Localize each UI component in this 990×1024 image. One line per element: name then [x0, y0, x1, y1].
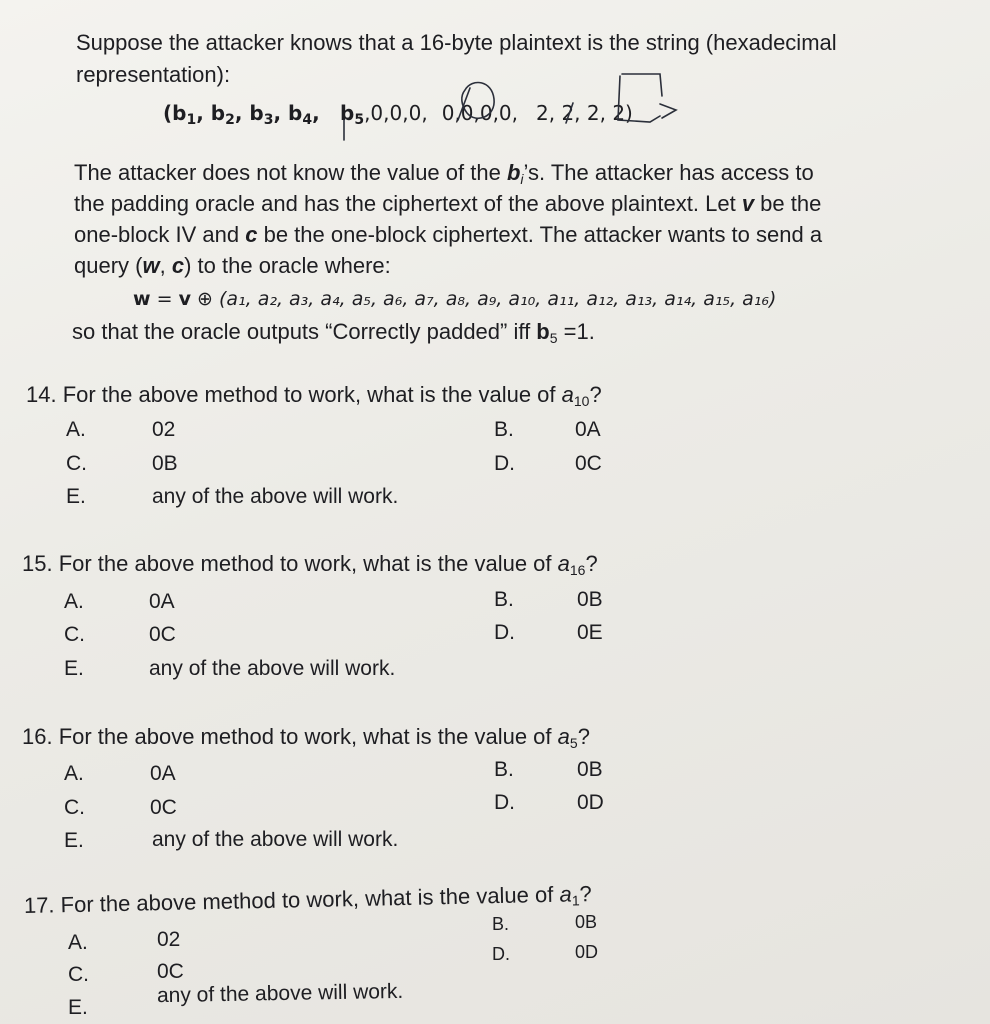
plaintext-b-part: ($b_1$, $b_2$, $b_3$, $b_4$,: [163, 101, 320, 128]
option-a-value[interactable]: 0A: [149, 590, 175, 613]
option-b-value[interactable]: 0B: [575, 912, 598, 932]
description-line-4: query (w, c) to the oracle where:: [74, 253, 391, 278]
option-d-letter[interactable]: D.: [494, 791, 515, 814]
plaintext-sequence-rest: $b_5,0,0,0$, 0,0,0,0, 2, 2, 2, 2): [340, 101, 633, 128]
option-e-value[interactable]: any of the above will work.: [152, 828, 399, 851]
pen-arrow-right: [660, 104, 676, 118]
intro-line-2: representation):: [76, 62, 231, 87]
option-c-value[interactable]: 0C: [157, 960, 184, 983]
option-a-letter[interactable]: A.: [66, 418, 86, 441]
intro-line-1: Suppose the attacker knows that a 16-byte plaintext is the string (hexadecimal: [76, 30, 837, 55]
option-e-value[interactable]: any of the above will work.: [156, 979, 404, 1008]
description-line-6: so that the oracle outputs “Correctly padded” iff $b_5 =1$.: [72, 319, 595, 346]
option-d-letter[interactable]: D.: [494, 452, 515, 475]
option-d-letter[interactable]: D.: [494, 621, 515, 644]
option-c-letter[interactable]: C.: [68, 963, 89, 986]
description-line-3: one-block IV and c be the one-block ciphertext. The attacker wants to send a: [74, 222, 823, 247]
option-b-letter[interactable]: B.: [494, 418, 514, 441]
option-d-value[interactable]: 0E: [577, 621, 603, 644]
option-e-letter[interactable]: E.: [64, 657, 84, 680]
option-a-value[interactable]: 0A: [150, 762, 176, 785]
option-e-letter[interactable]: E.: [64, 829, 84, 852]
description-line-1: The attacker does not know the value of the $b_i’s$. The attacker has access to: [74, 160, 814, 187]
option-d-value[interactable]: 0D: [577, 791, 604, 814]
plaintext-sequence: [163, 100, 320, 133]
option-a-value[interactable]: 02: [157, 928, 181, 951]
option-a-letter[interactable]: A.: [68, 931, 88, 954]
option-e-letter[interactable]: E.: [66, 485, 86, 508]
option-c-value[interactable]: 0C: [150, 796, 177, 819]
option-c-value[interactable]: 0B: [152, 452, 178, 475]
option-b-letter[interactable]: B.: [494, 588, 514, 611]
option-a-letter[interactable]: A.: [64, 762, 84, 785]
option-e-value[interactable]: any of the above will work.: [152, 485, 399, 508]
option-b-value[interactable]: 0A: [575, 418, 601, 441]
option-c-letter[interactable]: C.: [64, 796, 85, 819]
question-stem: 15. For the above method to work, what is the value of $a_{16}$?: [22, 551, 598, 578]
option-c-value[interactable]: 0C: [149, 623, 176, 646]
question-stem: 16. For the above method to work, what is the value of $a_5$?: [22, 724, 590, 751]
question-stem: 17. For the above method to work, what is the value of $a_1$?: [23, 881, 593, 918]
option-b-letter[interactable]: B.: [492, 914, 510, 934]
option-e-letter[interactable]: E.: [68, 996, 88, 1019]
description-line-2: the padding oracle and has the ciphertext of the above plaintext. Let v be the: [74, 191, 822, 216]
question-stem: 14. For the above method to work, what is the value of $a_{10}$?: [26, 382, 602, 409]
option-b-value[interactable]: 0B: [577, 758, 603, 781]
option-d-letter[interactable]: D.: [492, 944, 510, 964]
xor-formula: w = v ⊕ (a₁, a₂, a₃, a₄, a₅, a₆, a₇, a₈, a₉, a₁₀, a₁₁, a₁₂, a₁₃, a₁₄, a₁₅, a₁₆): [133, 288, 777, 310]
option-e-value[interactable]: any of the above will work.: [149, 657, 396, 680]
option-d-value[interactable]: 0D: [575, 942, 599, 962]
option-b-letter[interactable]: B.: [494, 758, 514, 781]
option-a-letter[interactable]: A.: [64, 590, 84, 613]
option-c-letter[interactable]: C.: [66, 452, 87, 475]
option-b-value[interactable]: 0B: [577, 588, 603, 611]
option-a-value[interactable]: 02: [152, 418, 176, 441]
option-d-value[interactable]: 0C: [575, 452, 602, 475]
option-c-letter[interactable]: C.: [64, 623, 85, 646]
